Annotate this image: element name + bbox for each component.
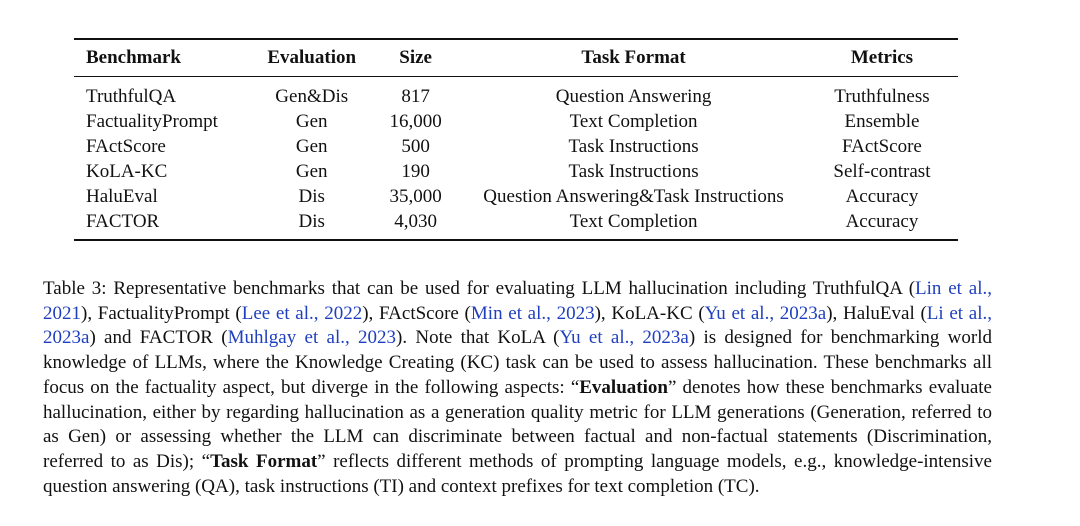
caption-text: ) and FACTOR ( [89, 327, 228, 349]
header-size: Size [399, 47, 432, 68]
table-bottom-rule [74, 239, 958, 241]
cell-size: 4,030 [394, 211, 437, 232]
cell-task-format: Task Instructions [568, 136, 699, 157]
cell-benchmark: KoLA-KC [86, 161, 168, 182]
table-row [74, 159, 958, 184]
caption-text: Table 3: Representative benchmarks that can be used for evaluating LLM hallucination including TruthfulQA ( [43, 278, 916, 299]
table-row [74, 209, 958, 239]
citation-link[interactable]: Li et al., 2023a [43, 302, 992, 349]
table-row [74, 184, 958, 209]
table-row [74, 77, 958, 109]
caption-text: ), HaluEval ( [826, 302, 927, 324]
cell-metrics: Truthfulness [834, 86, 930, 107]
caption-bold-term: Evaluation [579, 376, 668, 398]
cell-metrics: Accuracy [845, 186, 919, 207]
citation-link[interactable]: Lin et al., 2021 [43, 278, 992, 324]
cell-task-format: Question Answering [555, 86, 712, 107]
caption-text: ). Note that KoLA ( [396, 327, 560, 349]
cell-metrics: Accuracy [845, 211, 919, 232]
caption-text: ” denotes how these benchmarks evaluate hallucination, either by regarding hallucination as a generation quality metric for LLM generations (Generation, referred to as Gen) or assessing whether the LLM can discriminate between factual and non-factual statements (Discrimination, referred to as Dis); “ [43, 376, 992, 472]
cell-task-format: Text Completion [569, 111, 698, 132]
table-header-row [74, 40, 958, 76]
citation-link[interactable]: Yu et al., 2023a [559, 327, 689, 349]
table-caption [43, 277, 992, 499]
cell-task-format: Task Instructions [568, 161, 699, 182]
caption-bold-term: Task Format [210, 450, 318, 472]
header-benchmark: Benchmark [86, 47, 181, 68]
cell-metrics: Ensemble [844, 111, 920, 132]
benchmark-table [74, 38, 958, 241]
cell-size: 500 [401, 136, 430, 157]
cell-evaluation: Gen [295, 111, 328, 132]
caption-text: ), FActScore ( [362, 302, 471, 324]
cell-size: 817 [401, 86, 430, 107]
caption-text: ) is designed for benchmarking world knowledge of LLMs, where the Knowledge Creating (KC) task can be used to assess hallucination. These benchmarks all focus on the factuality aspect, but diverge in the following aspects: “ [43, 327, 992, 398]
cell-task-format: Text Completion [569, 211, 698, 232]
cell-size: 35,000 [389, 186, 442, 207]
header-metrics: Metrics [850, 47, 914, 68]
cell-evaluation: Gen&Dis [275, 86, 349, 107]
caption-text: ” reflects different methods of prompting language models, e.g., knowledge-intensive question answering (QA), task instructions (TI) and context prefixes for text completion (TC). [43, 450, 992, 497]
cell-size: 190 [401, 161, 430, 182]
cell-benchmark: FactualityPrompt [86, 111, 218, 132]
cell-metrics: FActScore [842, 136, 922, 157]
cell-size: 16,000 [389, 111, 442, 132]
table-row [74, 134, 958, 159]
cell-evaluation: Gen [295, 161, 328, 182]
table-row [74, 109, 958, 134]
header-evaluation: Evaluation [267, 47, 357, 68]
caption-text: ), FactualityPrompt ( [81, 302, 242, 324]
cell-metrics: Self-contrast [833, 161, 931, 182]
header-task-format: Task Format [581, 47, 686, 68]
cell-benchmark: TruthfulQA [86, 86, 177, 107]
cell-benchmark: FACTOR [86, 211, 160, 232]
caption-text: ), KoLA-KC ( [594, 302, 705, 324]
citation-link[interactable]: Min et al., 2023 [470, 302, 595, 324]
cell-evaluation: Gen [295, 136, 328, 157]
cell-task-format: Question Answering&Task Instructions [483, 186, 784, 207]
citation-link[interactable]: Muhlgay et al., 2023 [227, 327, 397, 349]
citation-link[interactable]: Lee et al., 2022 [241, 302, 363, 324]
cell-benchmark: HaluEval [86, 186, 158, 207]
cell-evaluation: Dis [298, 186, 325, 207]
citation-link[interactable]: Yu et al., 2023a [704, 302, 827, 324]
cell-evaluation: Dis [298, 211, 325, 232]
cell-benchmark: FActScore [86, 136, 166, 157]
